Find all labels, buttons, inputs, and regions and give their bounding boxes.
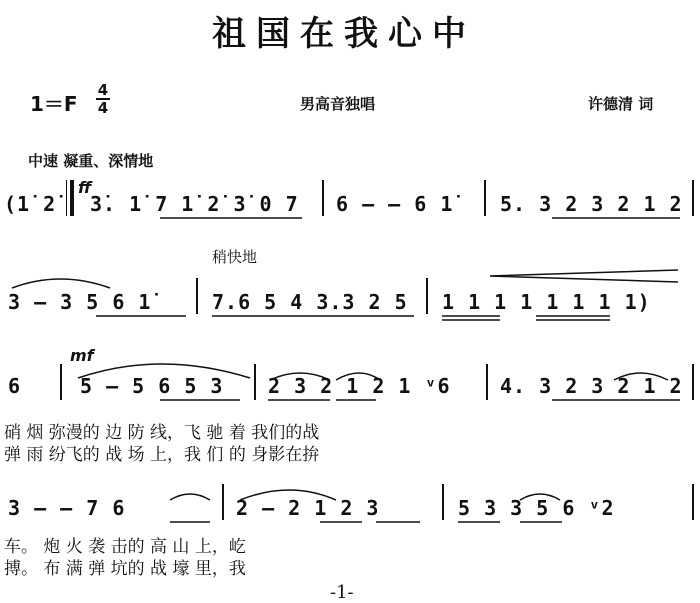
line4-measure-2: 2 — 2 1 2 3 [236, 496, 380, 520]
time-signature-bottom: 4 [97, 99, 109, 117]
slur [614, 373, 668, 380]
line1-measure-1: 3̇. 1̇ 7 1̇ 2̇ 3̇ 0 7 [90, 192, 299, 216]
line1-pickup: (1̇ 2̇ [4, 192, 57, 216]
line3-measure-3: 4. 3 2 3 2 1 2 [500, 374, 683, 398]
slur [78, 364, 250, 378]
line3-measure-2: 2 3 2 1 2 1 ᵛ6 [268, 374, 451, 398]
performance-type: 男高音独唱 [300, 95, 376, 113]
line1-measure-3: 5. 3 2 3 2 1 2 [500, 192, 683, 216]
slur [240, 490, 336, 500]
line2-measure-3: 1 1 1 1 1 1 1 1) [442, 290, 651, 314]
line3-lyrics-verse1: 硝 烟 弥漫的 边 防 线，飞 驰 着 我们的战 [4, 423, 320, 443]
line2-measure-2: 7.6 5 4 3.3 2 5 [212, 290, 408, 314]
lyricist-credit: 许德清 词 [588, 95, 654, 113]
slur [270, 373, 330, 380]
slur [170, 494, 210, 500]
line1-measure-2: 6 — — 6 1̇ [336, 192, 454, 216]
song-title: 祖国在我心中 [212, 14, 476, 54]
line3-pickup: 6 [8, 374, 22, 398]
line3-dynamic: mf [70, 346, 94, 365]
time-signature-top: 4 [97, 81, 109, 99]
slur [336, 373, 380, 380]
line3-lyrics-verse2: 弹 雨 纷飞的 战 场 上，我 们 的 身影在拚 [4, 445, 320, 465]
page-number: -1- [330, 582, 354, 603]
line2-measure-1: 3 — 3 5 6 1̇ [8, 290, 152, 314]
line2-tempo-change: 稍快地 [212, 248, 258, 266]
slur [520, 494, 560, 500]
line4-lyrics-verse2: 搏。 布 满 弹 坑的 战 壕 里，我 [4, 559, 246, 579]
slur [12, 279, 110, 288]
line1-dynamic: ff [78, 178, 92, 197]
decrescendo-hairpin [490, 270, 678, 282]
key-signature: 1＝F [30, 92, 78, 116]
line4-measure-1: 3 — — 7 6 [8, 496, 126, 520]
line4-measure-3: 5 3 3 5 6 ᵛ2 [458, 496, 615, 520]
line4-lyrics-verse1: 车。 炮 火 袭 击的 高 山 上，屹 [4, 537, 246, 557]
line3-measure-1: 5 — 5 6 5 3 [80, 374, 224, 398]
tempo-marking: 中速 凝重、深情地 [28, 152, 154, 170]
